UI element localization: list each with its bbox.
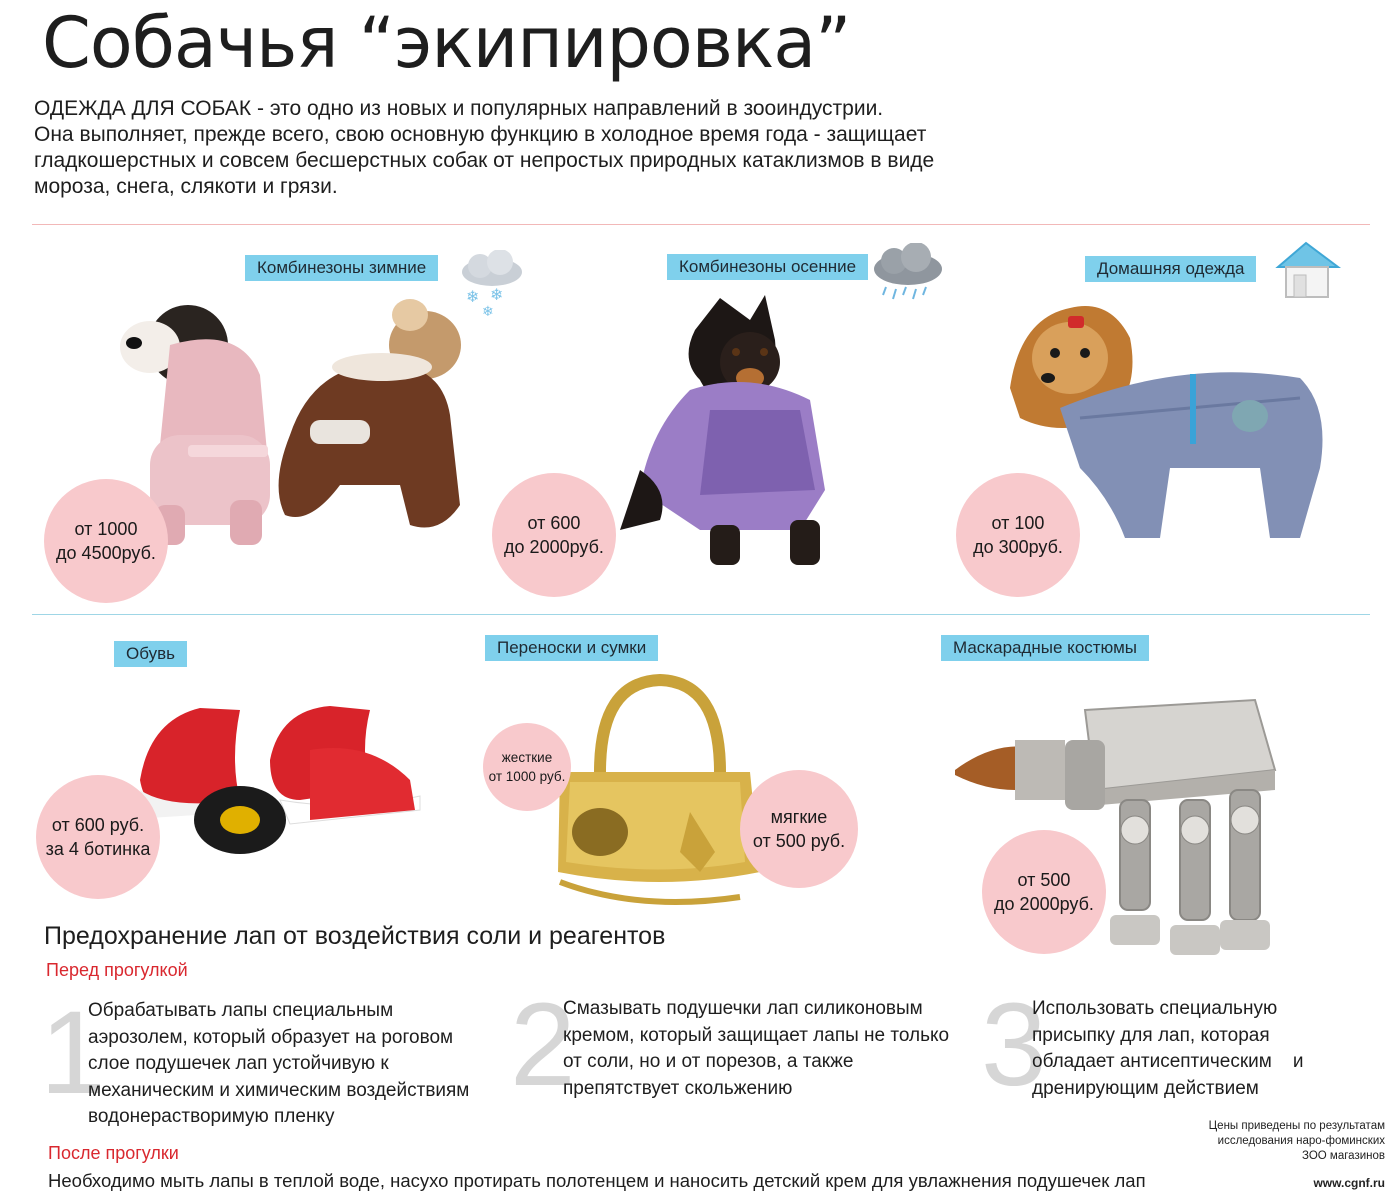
svg-text:❄: ❄ [482, 304, 494, 318]
label-shoes: Обувь [114, 641, 187, 667]
step-number: 2 [510, 979, 576, 1111]
step-line: слое подушечек лап устойчивую к [88, 1053, 389, 1074]
step-1-text [88, 998, 469, 1131]
paws-heading: Предохранение лап от воздействия соли и реагентов [44, 922, 666, 950]
price-from: от 600 руб. [51, 815, 145, 835]
shoes-photo [130, 700, 430, 860]
step-line: механическим и химическим воздействиям [88, 1079, 470, 1101]
bag-photo [540, 672, 770, 922]
price-winter [44, 479, 168, 603]
step-2-text [563, 996, 949, 1102]
after-walk-text: Необходимо мыть лапы в теплой воде, насухо протирать полотенцем и наносить детский крем для увлажнения подушечек лап [48, 1170, 1146, 1191]
footnote-line: Цены приведены по результатам [1208, 1120, 1385, 1132]
svg-text:❄: ❄ [490, 285, 504, 304]
footnote-line: исследования наро-фоминских [1217, 1135, 1385, 1147]
svg-text:❄: ❄ [466, 287, 480, 306]
price-from: от 600 [527, 513, 581, 533]
step-number: 1 [40, 987, 106, 1119]
step-line: Обрабатывать лапы специальным [88, 1000, 394, 1021]
step-line: дренирующим действием [1032, 1077, 1259, 1099]
intro-line: Она выполняет, прежде всего, свою основную функцию в холодное время года - защищает [34, 123, 927, 146]
step-line: обладает антисептическим и [1032, 1051, 1304, 1072]
step-number: 3 [981, 979, 1047, 1111]
price-from: от 1000 руб. [488, 769, 566, 784]
after-walk-subheading: После прогулки [48, 1143, 179, 1163]
step-3-text [1032, 996, 1304, 1102]
autumn-suit-photo [600, 290, 860, 590]
divider [32, 614, 1370, 615]
before-walk-subheading: Перед прогулкой [46, 960, 188, 980]
label-autumn-suits: Комбинезоны осенние [667, 254, 868, 280]
price-to: до 300руб. [973, 537, 1063, 557]
price-to: до 2000руб. [504, 537, 604, 557]
price-shoes [36, 775, 160, 899]
footnote [1209, 1119, 1385, 1164]
rain-cloud-icon [868, 243, 948, 305]
price-autumn [492, 473, 616, 597]
price-costumes [982, 830, 1106, 954]
label-bags: Переноски и сумки [485, 635, 658, 661]
step-line: водонерастворимую пленку [88, 1106, 335, 1127]
price-from: от 500 руб. [752, 831, 846, 851]
intro-line: мороза, снега, слякоти и грязи. [34, 175, 338, 198]
price-to: до 4500руб. [56, 543, 156, 563]
price-note: за 4 ботинка [45, 839, 151, 859]
price-from: от 100 [991, 513, 1045, 533]
price-bags-hard [483, 723, 571, 811]
intro-text [34, 96, 1074, 200]
step-line: присыпку для лап, которая [1032, 1024, 1270, 1046]
step-line: аэрозолем, который образует на роговом [88, 1026, 454, 1048]
step-line: Смазывать подушечки лап силиконовым [563, 998, 923, 1019]
footnote-line: ЗОО магазинов [1302, 1150, 1385, 1162]
price-from: от 1000 [74, 519, 138, 539]
price-bags-soft [740, 770, 858, 888]
price-to: до 2000руб. [994, 894, 1094, 914]
label-winter-suits: Комбинезоны зимние [245, 255, 438, 281]
price-type: мягкие [770, 807, 828, 827]
price-type: жесткие [501, 750, 553, 765]
price-home [956, 473, 1080, 597]
intro-line: гладкошерстных и совсем бесшерстных собак от непростых природных катаклизмов в виде [34, 149, 935, 172]
step-line: препятствует скольжению [563, 1077, 793, 1099]
label-home-clothes: Домашняя одежда [1085, 256, 1256, 282]
intro-line: ОДЕЖДА ДЛЯ СОБАК - это одно из новых и популярных направлений в зооиндустрии. [34, 97, 884, 120]
step-line: Использовать специальную [1032, 998, 1278, 1019]
page-title: Собачья “экипировка” [42, 2, 851, 84]
label-costumes: Маскарадные костюмы [941, 635, 1149, 661]
step-line: от соли, но и от порезов, а также [563, 1051, 854, 1072]
site-url: www.cgnf.ru [1313, 1176, 1385, 1190]
house-icon [1270, 237, 1344, 303]
step-line: кремом, который защищает лапы не только [563, 1024, 950, 1046]
divider [32, 224, 1370, 225]
price-from: от 500 [1017, 870, 1071, 890]
